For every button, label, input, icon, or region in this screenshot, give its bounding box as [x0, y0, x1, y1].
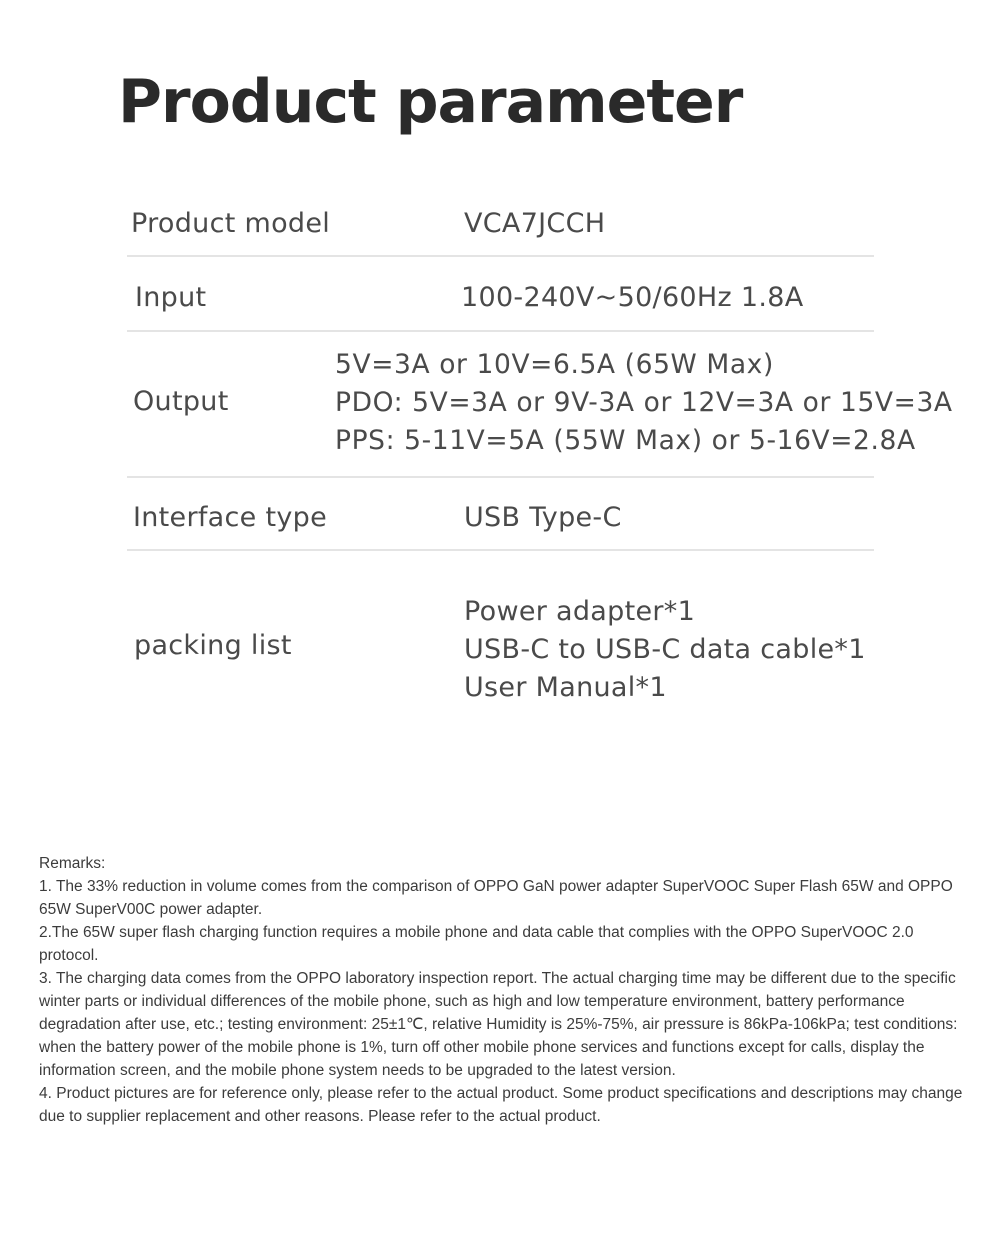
remarks-section	[39, 852, 969, 1128]
output-line: 5V=3A or 10V=6.5A (65W Max)	[335, 349, 774, 380]
row-value-product-model: VCA7JCCH	[464, 208, 606, 239]
row-divider	[127, 330, 874, 332]
row-value-input: 100-240V~50/60Hz 1.8A	[461, 282, 804, 313]
output-line: PPS: 5-11V=5A (55W Max) or 5-16V=2.8A	[335, 425, 916, 456]
row-label-product-model: Product model	[131, 208, 331, 239]
remark-item: 2.The 65W super flash charging function requires a mobile phone and data cable that complies with the OPPO SuperVOOC 2.0 protocol.	[39, 924, 914, 964]
row-value-packing-list	[464, 593, 866, 707]
row-label-interface-type: Interface type	[133, 502, 327, 533]
packing-list-item: USB-C to USB-C data cable*1	[464, 634, 866, 665]
packing-list-item: Power adapter*1	[464, 596, 696, 627]
row-label-input: Input	[135, 282, 207, 313]
row-value-interface-type: USB Type-C	[464, 502, 622, 533]
row-label-packing-list: packing list	[134, 630, 292, 661]
page-title: Product parameter	[118, 67, 743, 137]
row-divider	[127, 476, 874, 478]
row-divider	[127, 255, 874, 257]
remark-item: 4. Product pictures are for reference only, please refer to the actual product. Some product specifications and descriptions may change due to supplier replacement and other reasons. Please refer to the actual product.	[39, 1085, 963, 1125]
row-label-output: Output	[133, 386, 229, 417]
row-divider	[127, 549, 874, 551]
remark-item: 1. The 33% reduction in volume comes from the comparison of OPPO GaN power adapter SuperVOOC Super Flash 65W and OPPO 65W SuperV00C power adapter.	[39, 878, 953, 918]
output-line: PDO: 5V=3A or 9V-3A or 12V=3A or 15V=3A	[335, 387, 953, 418]
remark-item: 3. The charging data comes from the OPPO laboratory inspection report. The actual charging time may be different due to the specific winter parts or individual differences of the mobile phone, such as high and low temperature environment, battery performance degradation after use, etc.; testing environment: 25±1℃, relative Humidity is 25%-75%, air pressure is 86kPa-106kPa; test conditions: when the battery power of the mobile phone is 1%, turn off other mobile phone services and functions except for calls, display the information screen, and the mobile phone system needs to be upgraded to the latest version.	[39, 970, 958, 1079]
row-value-output	[335, 346, 953, 460]
packing-list-item: User Manual*1	[464, 672, 667, 703]
remarks-heading: Remarks:	[39, 855, 106, 872]
